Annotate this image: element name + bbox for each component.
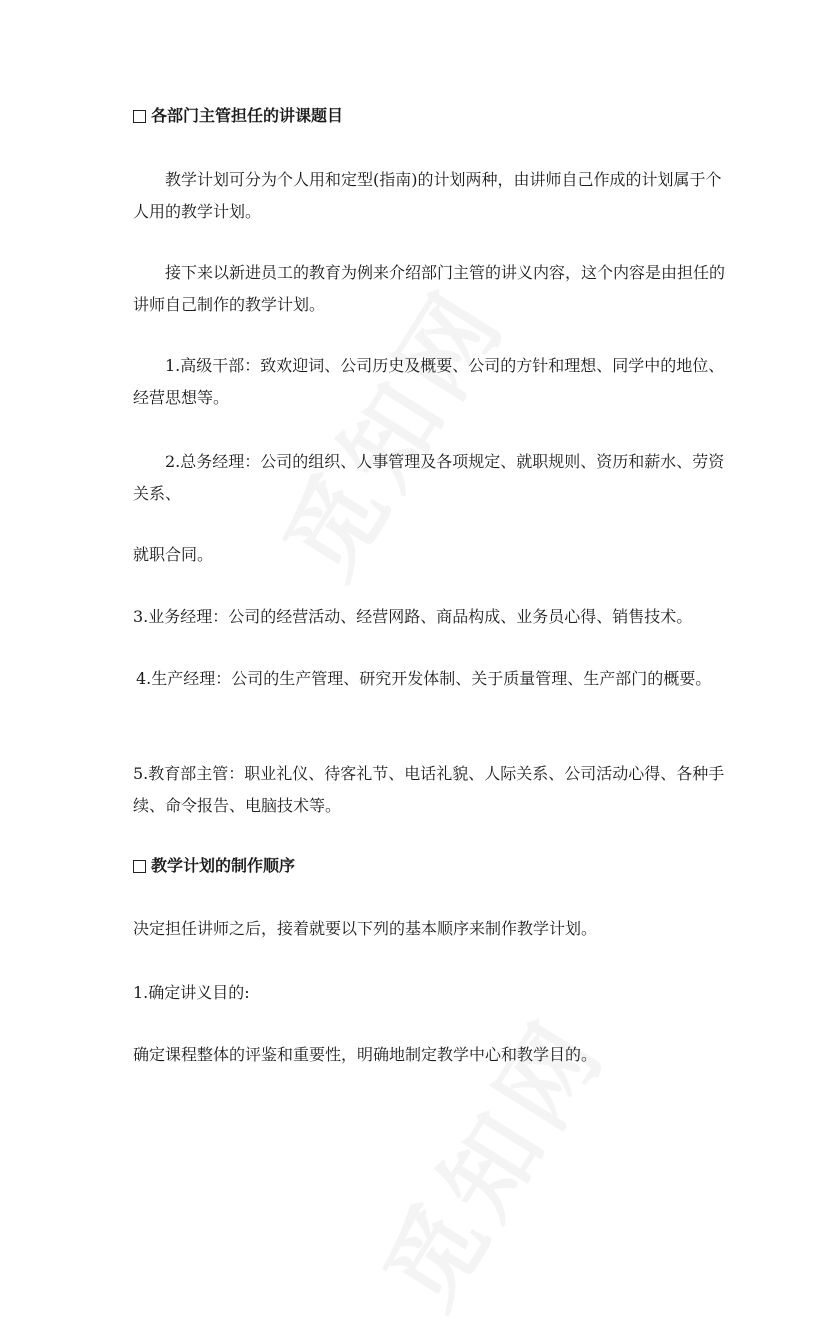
list-item: 5.教育部主管：职业礼仪、待客礼节、电话礼貌、人际关系、公司活动心得、各种手续、命令报告、电脑技术等。 — [133, 764, 725, 815]
section-heading — [133, 850, 733, 882]
section-heading — [133, 100, 733, 132]
checkbox-icon — [133, 860, 146, 873]
section-heading-text: 各部门主管担任的讲课题目 — [151, 106, 344, 125]
section-heading-text: 教学计划的制作顺序 — [151, 856, 296, 875]
list-item: 2.总务经理：公司的组织、人事管理及各项规定、就职规则、资历和薪水、劳资关系、 — [133, 452, 725, 503]
checkbox-icon — [133, 110, 146, 123]
step-title: 1.确定讲义目的: — [133, 983, 250, 1002]
paragraph: 决定担任讲师之后，接着就要以下列的基本顺序来制作教学计划。 — [133, 919, 598, 938]
list-item: 1.高级干部：致欢迎词、公司历史及概要、公司的方针和理想、同学中的地位、经营思想等。 — [133, 356, 725, 407]
paragraph: 接下来以新进员工的教育为例来介绍部门主管的讲义内容，这个内容是由担任的讲师自己制作的教学计划。 — [133, 263, 726, 314]
paragraph: 教学计划可分为个人用和定型(指南)的计划两种，由讲师自己作成的计划属于个人用的教学计划。 — [133, 170, 722, 221]
paragraph: 确定课程整体的评鉴和重要性，明确地制定教学中心和教学目的。 — [133, 1045, 598, 1064]
list-item: 3.业务经理：公司的经营活动、经营网路、商品构成、业务员心得、销售技术。 — [133, 607, 693, 626]
list-item: 就职合同。 — [133, 545, 214, 564]
list-item: 4.生产经理：公司的生产管理、研究开发体制、关于质量管理、生产部门的概要。 — [136, 669, 712, 688]
